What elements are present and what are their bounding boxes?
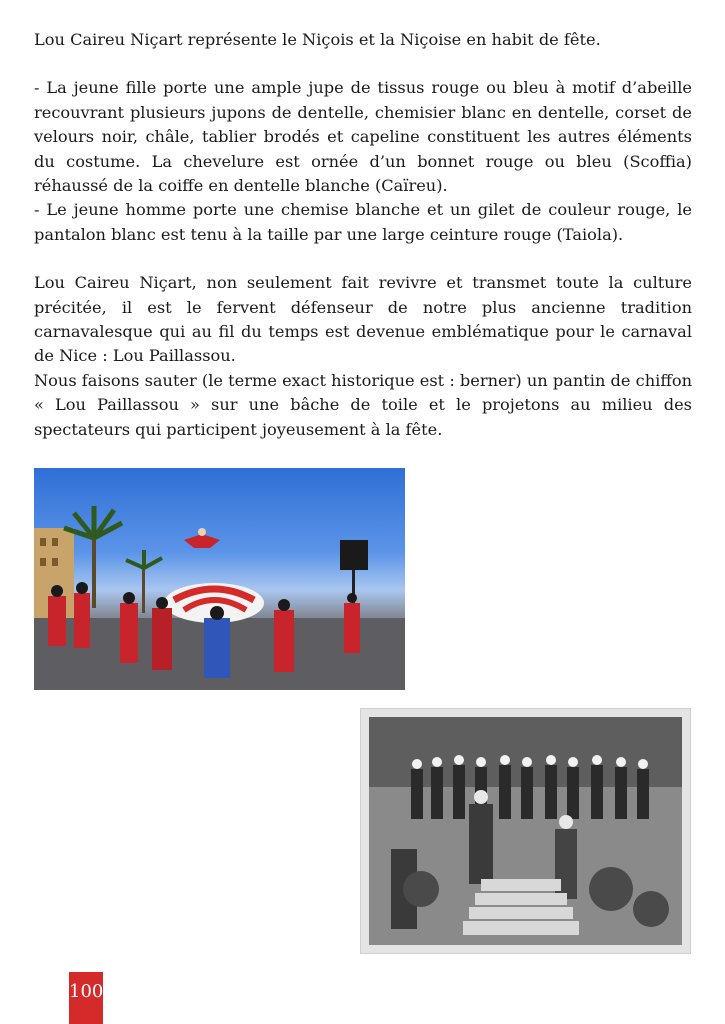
article-text xyxy=(34,28,692,442)
paragraph-girl-costume: - La jeune fille porte une ample jupe de tissus rouge ou bleu à motif d’abeille recouvrant plusieurs jupons de dentelle, chemisier blanc en dentelle, corset de velours noir, châle, tablier brodés et capeline constituent les autres éléments du costume. La chevelure est ornée d’un bonnet rouge ou bleu (Scoffia) réhaussé de la coiffe en dentelle blanche (Caïreu). xyxy=(34,78,692,196)
flying-puppet xyxy=(184,528,220,548)
paragraph-tradition: Lou Caireu Niçart, non seulement fait revivre et transmet toute la culture précitée, il est le fervent défenseur de notre plus ancienne tradition carnavalesque qui au fil du temps est devenue emblématique pour le carnaval de Nice : Lou Paillassou. xyxy=(34,273,692,366)
historical-group-photo xyxy=(360,708,691,954)
historical-group-illustration xyxy=(361,709,690,953)
paragraph-boy-costume: - Le jeune homme porte une chemise blanche et un gilet de couleur rouge, le pantalon blanc est tenu à la taille par une large ceinture rouge (Taiola). xyxy=(34,200,692,244)
paragraph-intro: Lou Caireu Niçart représente le Niçois et la Niçoise en habit de fête. xyxy=(34,30,601,49)
paragraph-gap xyxy=(34,247,692,271)
page-number: 100 xyxy=(69,972,103,1024)
carnival-parade-illustration xyxy=(34,468,405,690)
paragraph-gap xyxy=(34,52,692,76)
carnival-parade-photo xyxy=(34,468,405,690)
paragraph-paillassou: Nous faisons sauter (le terme exact historique est : berner) un pantin de chiffon « Lou Paillassou » sur une bâche de toile et le projetons au milieu des spectateurs qui participent joyeusement à la fête. xyxy=(34,370,692,439)
